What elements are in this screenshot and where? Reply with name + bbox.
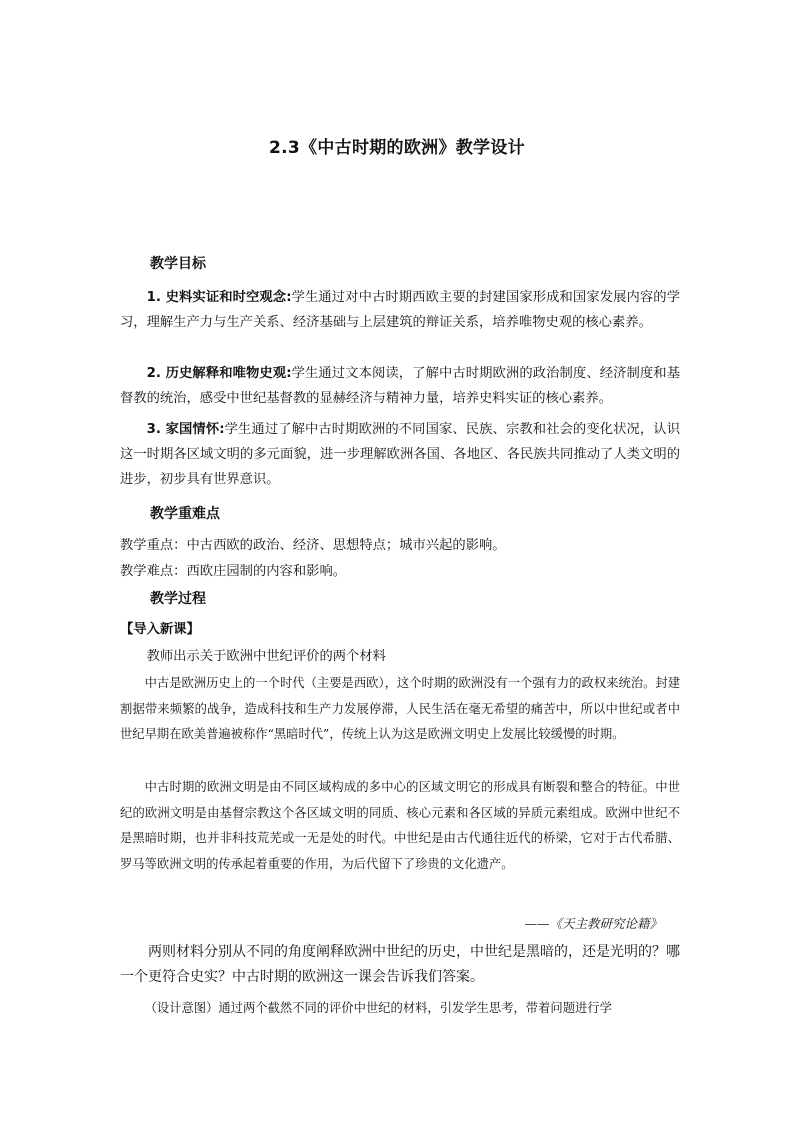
- objective-item-2: [120, 361, 680, 411]
- objective-text-2: 学生通过文本阅读，了解中古时期欧洲的政治制度、经济制度和基督教的统治，感受中世纪基督教的显赫经济与精神力量，培养史料实证的核心素养。: [120, 366, 681, 406]
- objective-item-1: [120, 285, 680, 335]
- material-source: ——《天主教研究论籍》: [524, 916, 662, 931]
- objective-label-2: 2. 历史解释和唯物史观:: [146, 366, 292, 381]
- objective-label-3: 3. 家国情怀:: [146, 422, 225, 437]
- intro-text: 教师出示关于欧洲中世纪评价的两个材料: [146, 649, 386, 664]
- objective-label-1: 1. 史料实证和时空观念:: [146, 290, 292, 305]
- objectives-heading: 教学目标: [150, 256, 206, 272]
- section-intro-label: 【导入新课】: [120, 622, 200, 637]
- question-paragraph: 两则材料分别从不同的角度阐释欧洲中世纪的历史，中世纪是黑暗的，还是光明的？哪一个更符合史实？中古时期的欧洲这一课会告诉我们答案。: [120, 944, 680, 985]
- key-points-heading: 教学重难点: [150, 506, 220, 522]
- material-2: 中古时期的欧洲文明是由不同区域构成的多中心的区域文明它的形成具有断裂和整合的特征。中世纪的欧洲文明是由基督宗教这个各区域文明的同质、核心元素和各区域的异质元素组成。欧洲中世纪不是黑暗时期，也并非科技荒芜或一无是处的时代。中世纪是由古代通往近代的桥梁，它对于古代希腊、罗马等欧洲文明的传承起着重要的作用，为后代留下了珍贵的文化遗产。: [120, 780, 680, 871]
- document-title: 2.3《中古时期的欧洲》教学设计: [269, 138, 525, 158]
- design-intent: （设计意图）通过两个截然不同的评价中世纪的材料，引发学生思考，带着问题进行学: [144, 1001, 612, 1015]
- objective-text-3: 学生通过了解中古时期欧洲的不同国家、民族、宗教和社会的变化状况，认识这一时期各区域文明的多元面貌，进一步理解欧洲各国、各地区、各民族共同推动了人类文明的进步，初步具有世界意识。: [120, 422, 681, 487]
- process-heading: 教学过程: [150, 591, 206, 607]
- objective-item-3: [120, 417, 680, 492]
- teaching-focus: 教学重点：中古西欧的政治、经济、思想特点；城市兴起的影响。: [120, 538, 506, 553]
- teaching-difficulty: 教学难点：西欧庄园制的内容和影响。: [120, 564, 347, 579]
- objective-text-1: 学生通过对中古时期西欧主要的封建国家形成和国家发展内容的学习，理解生产力与生产关系、经济基础与上层建筑的辩证关系，培养唯物史观的核心素养。: [120, 290, 681, 330]
- material-1: 中古是欧洲历史上的一个时代（主要是西欧），这个时期的欧洲没有一个强有力的政权来统治。封建割据带来频繁的战争，造成科技和生产力发展停滞，人民生活在毫无希望的痛苦中，所以中世纪或者中世纪早期在欧美普遍被称作“黑暗时代”，传统上认为这是欧洲文明史上发展比较缓慢的时期。: [120, 676, 680, 741]
